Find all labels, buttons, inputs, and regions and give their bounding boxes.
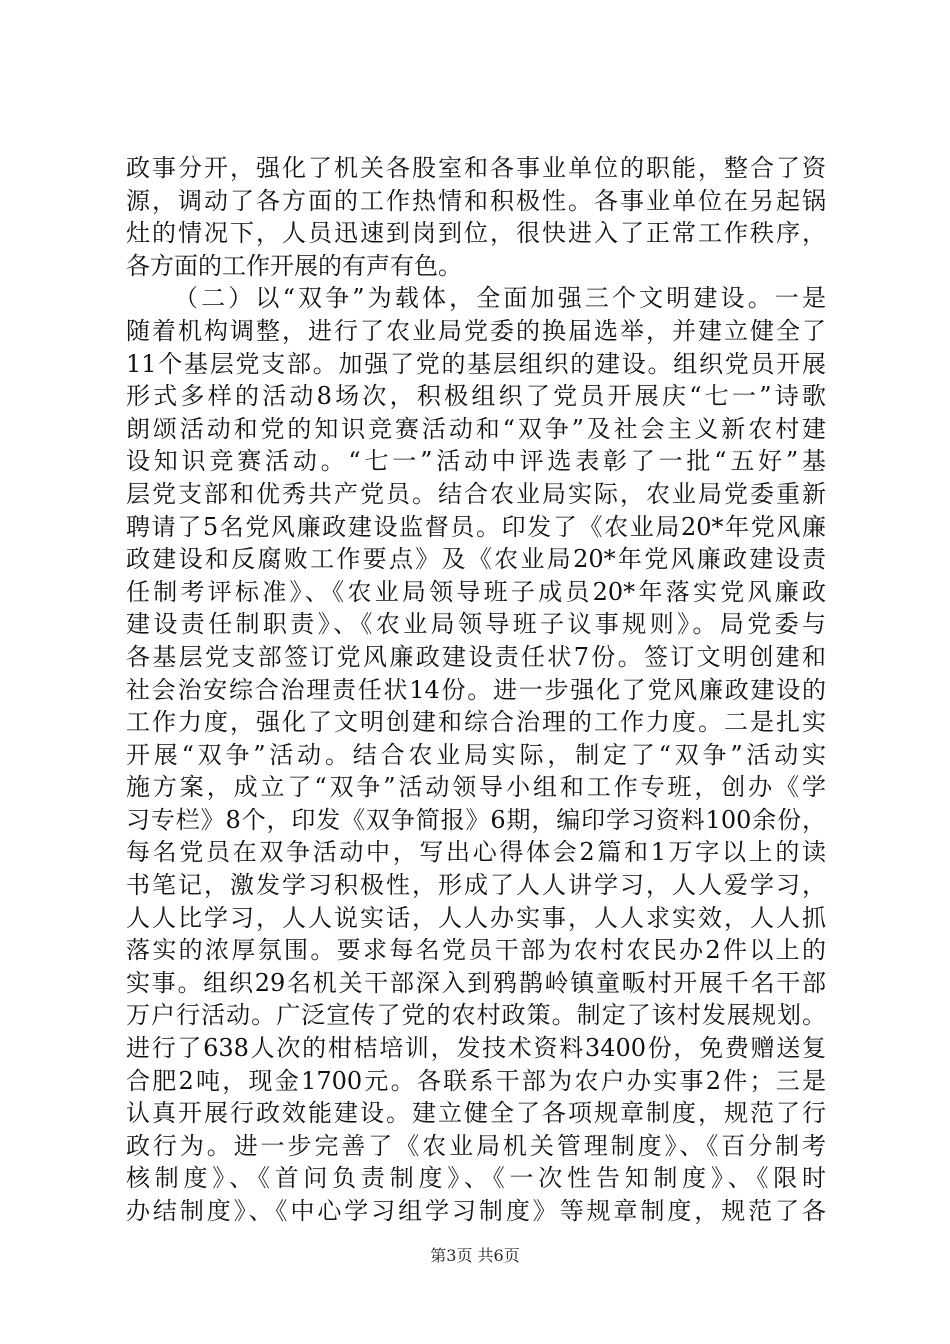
- text-line: 合肥2吨，现金1700元。各联系干部为农户办实事2件；三是: [126, 1066, 826, 1095]
- text-line: 随着机构调整，进行了农业局党委的换届选举，并建立健全了: [126, 316, 826, 345]
- text-line: 建设责任制职责》、《农业局领导班子议事规则》。局党委与: [126, 610, 826, 639]
- text-line: 社会治安综合治理责任状14份。进一步强化了党风廉政建设的: [126, 675, 826, 704]
- text-line: 认真开展行政效能建设。建立健全了各项规章制度，规范了行: [126, 1099, 826, 1128]
- text-line: 施方案，成立了“双争”活动领导小组和工作专班，创办《学: [126, 773, 826, 802]
- paragraph-start-line: （二）以“双争”为载体，全面加强三个文明建设。一是: [174, 284, 826, 313]
- text-line: 任制考评标准》、《农业局领导班子成员20*年落实党风廉政: [126, 577, 826, 606]
- text-line: 政建设和反腐败工作要点》及《农业局20*年党风廉政建设责: [126, 545, 826, 574]
- text-line: 每名党员在双争活动中，写出心得体会2篇和1万字以上的读: [126, 838, 826, 867]
- text-line: 聘请了5名党风廉政建设监督员。印发了《农业局20*年党风廉: [126, 512, 826, 541]
- page-number-footer: 第3页 共6页: [430, 1246, 520, 1265]
- text-line: 政事分开，强化了机关各股室和各事业单位的职能，整合了资: [126, 154, 826, 182]
- text-line: 设知识竞赛活动。“七一”活动中评选表彰了一批“五好”基: [126, 447, 826, 476]
- text-line: 工作力度，强化了文明创建和综合治理的工作力度。二是扎实: [126, 708, 826, 737]
- text-line: 开展“双争”活动。结合农业局实际，制定了“双争”活动实: [126, 740, 826, 769]
- text-line: 形式多样的活动8场次，积极组织了党员开展庆“七一”诗歌: [126, 382, 826, 411]
- text-line: 实事。组织29名机关干部深入到鸦鹊岭镇童畈村开展千名干部: [126, 968, 826, 997]
- text-line: 习专栏》8个，印发《双争简报》6期，编印学习资料100余份，: [126, 805, 826, 834]
- text-line: 进行了638人次的柑桔培训，发技术资料3400份，免费赠送复: [126, 1034, 826, 1063]
- text-line: 人人比学习，人人说实话，人人办实事，人人求实效，人人抓: [126, 903, 826, 932]
- text-line: 各基层党支部签订党风廉政建设责任状7份。签订文明创建和: [126, 642, 826, 671]
- text-line: 层党支部和优秀共产党员。结合农业局实际，农业局党委重新: [126, 479, 826, 508]
- text-line: 落实的浓厚氛围。要求每名党员干部为农村农民办2件以上的: [126, 936, 826, 965]
- text-line: 万户行活动。广泛宣传了党的农村政策。制定了该村发展规划。: [126, 1001, 826, 1030]
- text-line: 政行为。进一步完善了《农业局机关管理制度》、《百分制考: [126, 1131, 826, 1160]
- text-line: 办结制度》、《中心学习组学习制度》等规章制度，规范了各: [126, 1197, 826, 1225]
- text-line: 各方面的工作开展的有声有色。: [126, 251, 462, 280]
- text-line: 源，调动了各方面的工作热情和积极性。各事业单位在另起锅: [126, 186, 826, 215]
- text-line: 书笔记，激发学习积极性，形成了人人讲学习，人人爱学习，: [126, 871, 826, 900]
- text-line: 灶的情况下，人员迅速到岗到位，很快进入了正常工作秩序，: [126, 219, 826, 248]
- body-text: [126, 152, 826, 1228]
- text-line: 朗颂活动和党的知识竞赛活动和“双争”及社会主义新农村建: [126, 414, 826, 443]
- text-line: 11个基层党支部。加强了党的基层组织的建设。组织党员开展: [126, 349, 826, 378]
- text-line: 核制度》、《首问负责制度》、《一次性告知制度》、《限时: [126, 1164, 826, 1193]
